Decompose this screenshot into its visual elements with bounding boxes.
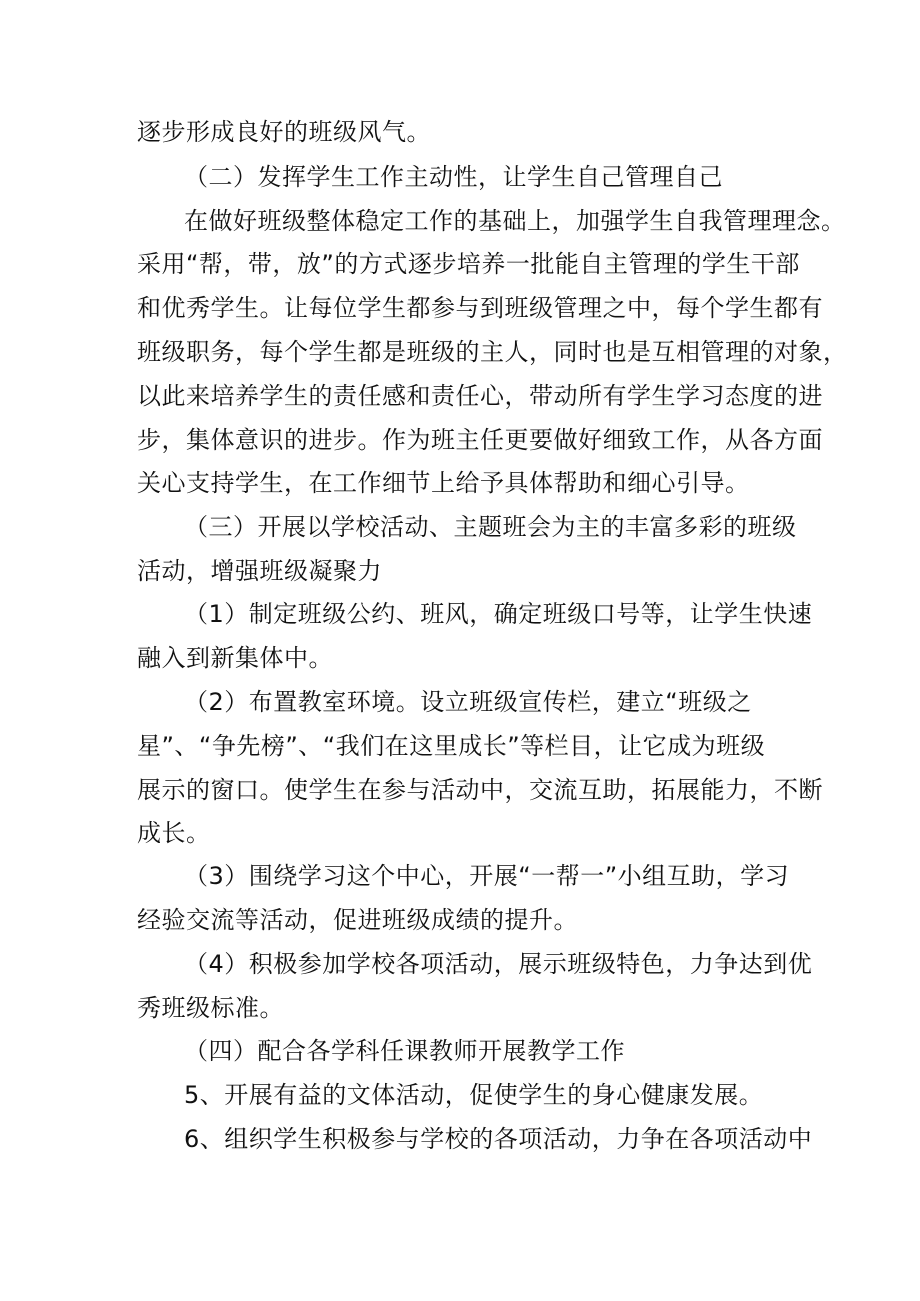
text-line-6: 班级职务，每个学生都是班级的主人，同时也是互相管理的对象， (137, 338, 848, 366)
text-line-11: 活动，增强班级凝聚力 (137, 557, 382, 585)
text-line-4: 采用“帮，带，放”的方式逐步培养一批能自主管理的学生干部 (137, 250, 800, 278)
numbered-item-5: 5、开展有益的文体活动，促使学生的身心健康发展。 (184, 1081, 764, 1109)
text-line-5: 和优秀学生。让每位学生都参与到班级管理之中，每个学生都有 (137, 294, 823, 322)
text-line-19: 经验交流等活动，促进班级成绩的提升。 (137, 906, 578, 934)
list-item-4: （4）积极参加学校各项活动，展示班级特色，力争达到优 (184, 950, 813, 978)
numbered-item-6: 6、组织学生积极参与学校的各项活动，力争在各项活动中 (184, 1125, 813, 1153)
text-line-17: 成长。 (137, 819, 211, 847)
list-item-3: （3）围绕学习这个中心，开展“一帮一”小组互助，学习 (184, 862, 790, 890)
text-line-16: 展示的窗口。使学生在参与活动中，交流互助，拓展能力，不断 (137, 776, 823, 804)
section-heading-3: （三）开展以学校活动、主题班会为主的丰富多彩的班级 (184, 513, 797, 541)
section-heading-2: （二）发挥学生工作主动性，让学生自己管理自己 (184, 163, 723, 191)
text-line-8: 步，集体意识的进步。作为班主任更要做好细致工作，从各方面 (137, 426, 823, 454)
text-line-9: 关心支持学生，在工作细节上给予具体帮助和细心引导。 (137, 469, 750, 497)
text-line-15: 星”、“争先榜”、“我们在这里成长”等栏目，让它成为班级 (137, 732, 766, 760)
list-item-2: （2）布置教室环境。设立班级宣传栏，建立“班级之 (184, 688, 752, 716)
text-line-21: 秀班级标准。 (137, 994, 284, 1022)
text-line-1: 逐步形成良好的班级风气。 (137, 118, 431, 146)
section-heading-4: （四）配合各学科任课教师开展教学工作 (184, 1037, 625, 1065)
text-line-7: 以此来培养学生的责任感和责任心，带动所有学生学习态度的进 (137, 382, 823, 410)
list-item-1: （1）制定班级公约、班风，确定班级口号等，让学生快速 (184, 600, 813, 628)
text-line-3: 在做好班级整体稳定工作的基础上，加强学生自我管理理念。 (184, 207, 846, 235)
text-line-13: 融入到新集体中。 (137, 644, 333, 672)
